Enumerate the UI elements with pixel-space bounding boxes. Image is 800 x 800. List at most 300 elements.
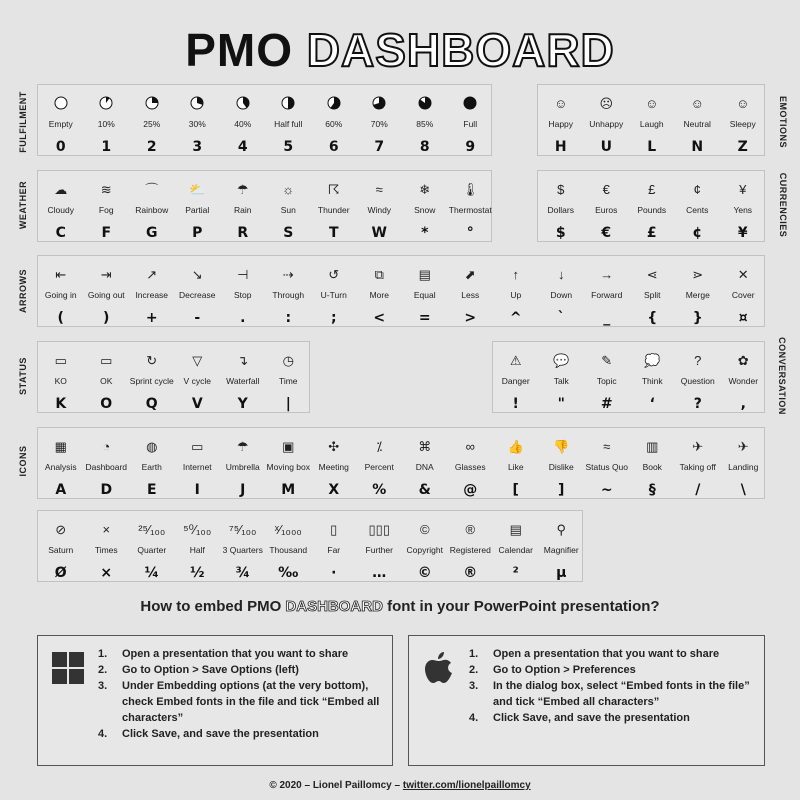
cell-three-quarters: [220, 511, 266, 581]
rain-icon: ☂: [236, 181, 249, 197]
key-snow: *: [421, 225, 429, 241]
step-item: [469, 678, 755, 710]
moving-box-icon: ▣: [282, 438, 295, 454]
cell-empty: [38, 85, 84, 155]
label-percent: Percent: [364, 462, 394, 472]
footer: [0, 780, 800, 791]
key-going-out: ): [103, 310, 110, 326]
label-down: Down: [550, 290, 573, 300]
label-currencies: CURRENCIES: [778, 172, 788, 238]
label-sun: Sun: [280, 205, 296, 215]
howto-post: font in your PowerPoint presentation?: [382, 598, 660, 615]
cell-forward: [584, 256, 630, 326]
key-ko: K: [55, 396, 67, 412]
key-danger: !: [512, 396, 519, 412]
topic-icon: ✎: [601, 352, 613, 368]
label-weather: WEATHER: [18, 180, 28, 230]
key-like: [: [512, 482, 519, 498]
key-pie-70: 7: [374, 139, 385, 155]
dna-icon: ⌘: [418, 438, 432, 454]
label-thousand: Thousand: [269, 545, 308, 555]
label-pie-30: 30%: [188, 119, 206, 129]
key-book: §: [648, 482, 656, 498]
label-internet: Internet: [182, 462, 212, 472]
mac-steps: [469, 646, 755, 726]
key-quarter: ¼: [144, 565, 159, 581]
going-out-icon: ⇥: [100, 266, 112, 282]
cell-thousand: [266, 511, 312, 581]
cell-book: [630, 428, 676, 498]
label-snow: Snow: [414, 205, 436, 215]
thermostat-icon: 🌡: [461, 181, 479, 197]
step-item: [469, 710, 755, 726]
howto-heading: [0, 598, 800, 615]
key-pie-40: 4: [237, 139, 248, 155]
key-euros: €: [601, 225, 612, 241]
howto-dashboard: DASHBOARD: [285, 598, 383, 615]
step-number: 4.: [469, 712, 479, 724]
key-dislike: ]: [558, 482, 565, 498]
sprint-cycle-icon: ↻: [146, 352, 158, 368]
label-danger: Danger: [501, 376, 530, 386]
key-dna: &: [418, 482, 431, 498]
thunder-icon: ☈: [327, 181, 340, 197]
label-stop: Stop: [234, 290, 252, 300]
label-meeting: Meeting: [318, 462, 349, 472]
key-further: …: [372, 565, 387, 581]
analysis-icon: ▦: [54, 438, 67, 454]
umbrella-icon: ☂: [236, 438, 249, 454]
wonder-icon: ✿: [737, 352, 749, 368]
label-icons: ICONS: [18, 445, 28, 477]
cell-glasses: [448, 428, 494, 498]
label-sleepy: Sleepy: [729, 119, 756, 129]
key-three-quarters: ¾: [235, 565, 250, 581]
thousand-icon: ˣ⁄₁₀₀₀: [274, 521, 302, 537]
label-laugh: Laugh: [639, 119, 664, 129]
cell-stop: [220, 256, 266, 326]
fog-icon: ≋: [100, 181, 112, 197]
snow-icon: ❄: [419, 181, 431, 197]
label-wonder: Wonder: [728, 376, 759, 386]
key-increase: +: [145, 310, 158, 326]
cell-pie-25: [129, 85, 175, 155]
cell-internet: [175, 428, 221, 498]
label-fog: Fog: [98, 205, 114, 215]
cell-pie-85: [402, 85, 448, 155]
label-glasses: Glasses: [454, 462, 486, 472]
step-number: 2.: [469, 664, 479, 676]
dashboard-icon: ◔: [102, 438, 111, 454]
fulfilment-panel: [37, 84, 492, 156]
key-pounds: £: [646, 225, 657, 241]
key-rainbow: G: [146, 225, 158, 241]
label-full: Full: [463, 119, 478, 129]
calendar-icon: ▤: [509, 521, 522, 537]
key-dashboard: D: [100, 482, 113, 498]
step-number: 3.: [469, 680, 479, 692]
arrows-panel: [37, 255, 765, 327]
cell-dislike: [539, 428, 585, 498]
step-text: Go to Option > Save Options (left): [122, 664, 299, 676]
cell-thermostat: [448, 171, 494, 241]
neutral-icon: ☺: [690, 95, 704, 111]
cover-icon: ✕: [737, 266, 749, 282]
label-calendar: Calendar: [498, 545, 533, 555]
increase-icon: ↗: [146, 266, 158, 282]
less-icon: ⬈: [464, 266, 476, 282]
cell-pie-70: [357, 85, 403, 155]
cell-fog: [84, 171, 130, 241]
step-number: 1.: [469, 648, 479, 660]
key-cover: ¤: [738, 310, 748, 326]
cell-earth: [129, 428, 175, 498]
key-more: <: [373, 310, 386, 326]
key-think: ‘: [649, 396, 655, 412]
cell-calendar: [493, 511, 539, 581]
mac-instructions: [408, 635, 765, 766]
step-text: Go to Option > Preferences: [493, 664, 636, 676]
cell-analysis: [38, 428, 84, 498]
label-up: Up: [510, 290, 522, 300]
yens-icon: ¥: [739, 181, 747, 197]
euros-icon: €: [602, 181, 610, 197]
step-number: 1.: [98, 648, 108, 660]
label-decrease: Decrease: [179, 290, 216, 300]
cell-pounds: [629, 171, 675, 241]
key-calendar: ²: [512, 565, 519, 581]
label-emotions: EMOTIONS: [778, 95, 788, 148]
status-quo-icon: ≈: [603, 438, 611, 454]
key-copyright: ©: [417, 565, 432, 581]
question-icon: ?: [694, 352, 702, 368]
key-earth: E: [146, 482, 157, 498]
key-cents: ¢: [692, 225, 703, 241]
pie-30-icon: [175, 93, 221, 113]
cell-pie-30: [175, 85, 221, 155]
cell-cover: [721, 256, 767, 326]
cell-think: [630, 342, 676, 412]
decrease-icon: ↘: [191, 266, 203, 282]
cell-neutral: [675, 85, 721, 155]
empty-icon: [38, 93, 84, 113]
label-ok: OK: [100, 376, 113, 386]
key-sun: S: [283, 225, 294, 241]
through-icon: ⇢: [282, 266, 294, 282]
label-pie-25: 25%: [143, 119, 161, 129]
cell-like: [493, 428, 539, 498]
cell-moving-box: [266, 428, 312, 498]
cell-saturn: [38, 511, 84, 581]
cell-happy: [538, 85, 584, 155]
cell-status-quo: [584, 428, 630, 498]
key-unhappy: U: [600, 139, 612, 155]
key-pie-30: 3: [192, 139, 203, 155]
step-item: [469, 646, 755, 662]
label-times: Times: [94, 545, 118, 555]
talk-icon: 💬: [553, 352, 570, 368]
going-in-icon: ⇤: [55, 266, 67, 282]
pie-10-icon: [84, 93, 130, 113]
key-pie-10: 1: [101, 139, 112, 155]
dislike-icon: 👎: [553, 438, 570, 454]
key-u-turn: ;: [330, 310, 337, 326]
cell-less: [448, 256, 494, 326]
taking-off-icon: ✈: [692, 438, 704, 454]
cell-equal: [402, 256, 448, 326]
key-far: ·: [331, 565, 337, 581]
key-landing: \: [740, 482, 746, 498]
label-dislike: Dislike: [548, 462, 574, 472]
key-pie-25: 2: [146, 139, 157, 155]
rainbow-icon: ⌒: [145, 181, 159, 197]
cell-waterfall: [220, 342, 266, 412]
internet-icon: ▭: [191, 438, 204, 454]
step-item: [98, 646, 384, 662]
up-icon: ↑: [512, 266, 519, 282]
far-icon: ▯: [330, 521, 338, 537]
cell-up: [493, 256, 539, 326]
key-up: ^: [509, 310, 522, 326]
times-icon: ×: [102, 521, 111, 537]
key-umbrella: J: [240, 482, 246, 498]
key-registered: ®: [463, 565, 478, 581]
howto-pmo: PMO: [247, 598, 282, 615]
key-taking-off: /: [695, 482, 701, 498]
label-like: Like: [507, 462, 524, 472]
step-item: [469, 662, 755, 678]
key-windy: W: [371, 225, 387, 241]
cell-wonder: [721, 342, 767, 412]
cell-cloudy: [38, 171, 84, 241]
key-status-quo: ~: [600, 482, 613, 498]
label-taking-off: Taking off: [679, 462, 716, 472]
label-topic: Topic: [596, 376, 617, 386]
key-pie-85: 8: [419, 139, 430, 155]
step-number: 2.: [98, 664, 108, 676]
label-going-in: Going in: [44, 290, 77, 300]
emotions-panel: [537, 84, 765, 156]
book-icon: ▥: [646, 438, 659, 454]
label-equal: Equal: [413, 290, 436, 300]
label-dollars: Dollars: [547, 205, 574, 215]
key-pie-50: 5: [283, 139, 294, 155]
key-meeting: X: [328, 482, 340, 498]
cell-rain: [220, 171, 266, 241]
pie-25-icon: [129, 93, 175, 113]
label-quarter: Quarter: [137, 545, 167, 555]
cell-increase: [129, 256, 175, 326]
cell-meeting: [311, 428, 357, 498]
label-analysis: Analysis: [44, 462, 77, 472]
cell-topic: [584, 342, 630, 412]
step-text: Click Save, and save the presentation: [493, 712, 690, 724]
key-half: ½: [190, 565, 205, 581]
key-thousand: ‰: [278, 565, 299, 581]
cell-danger: [493, 342, 539, 412]
key-ok: O: [100, 396, 113, 412]
pounds-icon: £: [648, 181, 656, 197]
key-question: ?: [693, 396, 702, 412]
cell-down: [539, 256, 585, 326]
key-time: |: [285, 396, 291, 412]
glasses-icon: ∞: [465, 438, 475, 454]
step-text: Under Embedding options (at the very bottom), check Embed fonts in the file and tick “Embed all characters”: [122, 680, 380, 724]
cell-unhappy: [584, 85, 630, 155]
sun-icon: ☼: [282, 181, 295, 197]
label-cloudy: Cloudy: [47, 205, 74, 215]
label-book: Book: [642, 462, 662, 472]
cell-dollars: [538, 171, 584, 241]
time-icon: ◷: [282, 352, 294, 368]
label-waterfall: Waterfall: [226, 376, 260, 386]
label-pounds: Pounds: [637, 205, 667, 215]
v-cycle-icon: ▽: [192, 352, 203, 368]
windows-steps: [98, 646, 384, 742]
unhappy-icon: ☹: [599, 95, 614, 111]
windows-logo-icon: [52, 652, 84, 684]
label-split: Split: [643, 290, 661, 300]
icons-panel-row1: [37, 427, 765, 499]
cell-cents: [675, 171, 721, 241]
pie-50-icon: [266, 93, 312, 113]
label-think: Think: [641, 376, 663, 386]
like-icon: 👍: [507, 438, 524, 454]
label-conversation: CONVERSATION: [777, 337, 787, 415]
cell-pie-40: [220, 85, 266, 155]
windows-instructions: [37, 635, 393, 766]
forward-icon: →: [600, 266, 614, 282]
label-pie-60: 60%: [325, 119, 343, 129]
cell-ok: [84, 342, 130, 412]
weather-panel: [37, 170, 492, 242]
earth-icon: ◍: [146, 438, 158, 454]
label-question: Question: [680, 376, 715, 386]
label-cents: Cents: [686, 205, 709, 215]
key-sprint-cycle: Q: [145, 396, 158, 412]
step-text: Click Save, and save the presentation: [122, 728, 319, 740]
key-full: 9: [465, 139, 476, 155]
label-copyright: Copyright: [406, 545, 443, 555]
think-icon: 💭: [644, 352, 661, 368]
label-earth: Earth: [141, 462, 162, 472]
twitter-link[interactable]: twitter.com/lionelpaillomcy: [402, 780, 531, 791]
icons-panel-row2: [37, 510, 583, 582]
label-pie-85: 85%: [416, 119, 434, 129]
label-more: More: [369, 290, 389, 300]
label-thermostat: Thermostat: [448, 205, 492, 215]
cell-yens: [720, 171, 766, 241]
cell-going-out: [84, 256, 130, 326]
cell-dashboard: [84, 428, 130, 498]
partial-icon: ⛅: [189, 181, 206, 197]
label-unhappy: Unhappy: [589, 119, 624, 129]
key-internet: I: [194, 482, 200, 498]
key-magnifier: µ: [556, 565, 567, 581]
more-icon: ⧉: [374, 266, 384, 282]
pie-70-icon: [357, 93, 403, 113]
cell-sun: [266, 171, 312, 241]
pie-60-icon: [311, 93, 357, 113]
conversation-panel: [492, 341, 765, 413]
label-moving-box: Moving box: [266, 462, 310, 472]
label-fulfilment: FULFILMENT: [18, 91, 28, 153]
half-icon: ⁵⁰⁄₁₀₀: [183, 521, 212, 537]
key-topic: #: [600, 396, 613, 412]
pie-85-icon: [402, 93, 448, 113]
label-less: Less: [461, 290, 480, 300]
cell-merge: [675, 256, 721, 326]
cell-half: [175, 511, 221, 581]
merge-icon: ⋗: [692, 266, 704, 282]
page-title: [0, 22, 800, 78]
cell-thunder: [311, 171, 357, 241]
key-going-in: (: [57, 310, 64, 326]
key-sleepy: Z: [737, 139, 748, 155]
cell-snow: [402, 171, 448, 241]
key-dollars: $: [555, 225, 566, 241]
label-v-cycle: V cycle: [183, 376, 211, 386]
further-icon: ▯▯▯: [368, 521, 390, 537]
label-forward: Forward: [591, 290, 623, 300]
footer-copyright: © 2020 – Lionel Paillomcy –: [269, 780, 403, 791]
label-pie-70: 70%: [370, 119, 388, 129]
label-umbrella: Umbrella: [225, 462, 260, 472]
magnifier-icon: ⚲: [556, 521, 567, 537]
cell-percent: [357, 428, 403, 498]
label-going-out: Going out: [87, 290, 125, 300]
key-decrease: -: [194, 310, 201, 326]
split-icon: ⋖: [646, 266, 658, 282]
stop-icon: ⊣: [237, 266, 249, 282]
label-empty: Empty: [48, 119, 73, 129]
cell-copyright: [402, 511, 448, 581]
label-rainbow: Rainbow: [135, 205, 169, 215]
saturn-icon: ⊘: [55, 521, 67, 537]
percent-icon: ⁒: [376, 438, 383, 454]
key-through: :: [285, 310, 292, 326]
label-sprint-cycle: Sprint cycle: [129, 376, 174, 386]
label-through: Through: [272, 290, 305, 300]
copyright-icon: ©: [419, 521, 430, 537]
key-v-cycle: V: [191, 396, 203, 412]
currencies-panel: [537, 170, 765, 242]
label-magnifier: Magnifier: [543, 545, 579, 555]
key-rain: R: [237, 225, 249, 241]
key-less: >: [464, 310, 477, 326]
key-waterfall: Y: [237, 396, 248, 412]
equal-icon: ▤: [418, 266, 431, 282]
cloudy-icon: ☁: [54, 181, 68, 197]
cell-dna: [402, 428, 448, 498]
key-times: ×: [100, 565, 113, 581]
waterfall-icon: ↴: [237, 352, 249, 368]
cell-pie-10: [84, 85, 130, 155]
cell-quarter: [129, 511, 175, 581]
cell-laugh: [629, 85, 675, 155]
registered-icon: ®: [465, 521, 476, 537]
label-registered: Registered: [449, 545, 491, 555]
cell-full: [448, 85, 494, 155]
key-fog: F: [101, 225, 112, 241]
ok-icon: ▭: [100, 352, 113, 368]
step-item: [98, 678, 384, 726]
label-three-quarters: 3 Quarters: [222, 545, 263, 555]
label-status: STATUS: [18, 357, 28, 395]
happy-icon: ☺: [554, 95, 568, 111]
title-dashboard: DASHBOARD: [306, 24, 615, 76]
laugh-icon: ☺: [645, 95, 659, 111]
